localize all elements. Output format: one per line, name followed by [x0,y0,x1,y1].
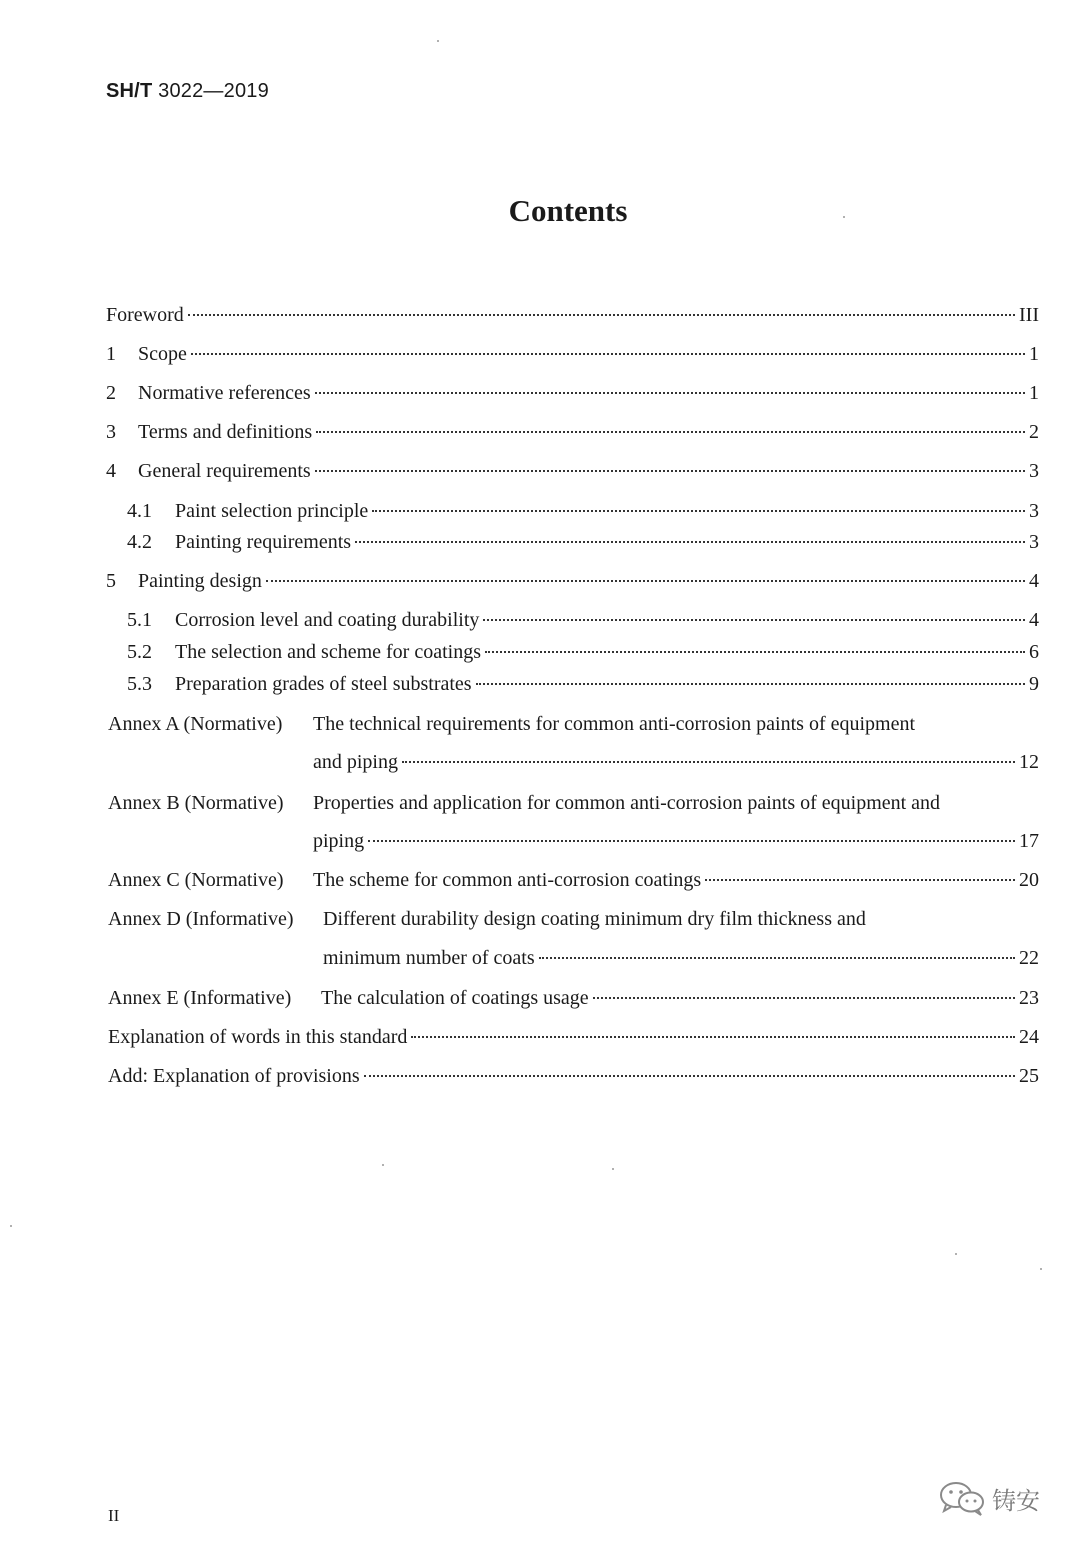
leader-dots [368,839,1015,842]
toc-page: 22 [1019,947,1039,969]
toc-page: 3 [1029,460,1039,482]
toc-number: 2 [106,382,116,404]
toc-text: and piping [313,751,398,773]
leader-dots [355,540,1025,543]
toc-entry-terms-definitions[interactable] [106,421,1039,444]
toc-entry-corrosion-level[interactable] [127,609,1039,632]
toc-number: 5 [106,570,116,592]
leader-dots [539,956,1015,959]
leader-dots [315,391,1025,394]
toc-text: Painting design [138,570,262,592]
standard-number: 3022—2019 [158,80,269,102]
document-code [106,80,269,103]
leader-dots [191,352,1025,355]
scan-speck [612,1168,614,1170]
annex-b-label: Annex B (Normative) [108,792,284,814]
toc-entry-normative-references[interactable] [106,382,1039,405]
annex-a-title-line1[interactable]: The technical requirements for common anti-corrosion paints of equipment [313,713,916,735]
toc-text: minimum number of coats [323,947,535,969]
toc-text: General requirements [138,460,311,482]
scan-speck [382,1164,384,1166]
annex-b-title-line1[interactable]: Properties and application for common anti-corrosion paints of equipment and [313,792,941,814]
toc-number: 3 [106,421,116,443]
leader-dots [411,1035,1015,1038]
toc-page: 17 [1019,830,1039,852]
watermark-text: 铸安 [992,1486,1040,1515]
toc-text: Add: Explanation of provisions [108,1065,360,1087]
toc-page: 4 [1029,609,1039,631]
leader-dots [593,996,1015,999]
toc-page: 1 [1029,343,1039,365]
toc-entry-annex-e[interactable] [321,987,1039,1010]
scan-speck [1040,1268,1042,1270]
toc-text: Explanation of words in this standard [108,1026,408,1048]
annex-e-label: Annex E (Informative) [108,987,292,1009]
toc-entry-annex-b[interactable] [313,830,1039,853]
leader-dots [483,618,1025,621]
toc-text: Preparation grades of steel substrates [175,673,472,695]
toc-entry-coating-scheme[interactable] [127,641,1039,664]
scan-speck [843,216,845,218]
leader-dots [485,650,1025,653]
toc-text: Paint selection principle [175,500,369,522]
toc-entry-explanation-provisions[interactable] [108,1065,1039,1088]
toc-number: 4 [106,460,116,482]
toc-text: Corrosion level and coating durability [175,609,480,631]
watermark [938,1480,1040,1516]
leader-dots [316,430,1025,433]
toc-entry-explanation-words[interactable] [108,1026,1039,1049]
toc-entry-scope[interactable] [106,343,1039,366]
toc-text: Foreword [106,304,184,326]
toc-page: 3 [1029,500,1039,522]
leader-dots [402,760,1015,763]
page-number: II [108,1506,120,1525]
toc-text: piping [313,830,365,852]
toc-entry-preparation-grades[interactable] [127,673,1039,696]
toc-page: 24 [1019,1026,1039,1048]
page-title: Contents [508,193,628,228]
leader-dots [364,1074,1015,1077]
leader-dots [188,313,1015,316]
leader-dots [266,579,1025,582]
leader-dots [476,682,1025,685]
annex-a-label: Annex A (Normative) [108,713,283,735]
toc-entry-painting-design[interactable] [106,570,1039,593]
scan-speck [955,1253,957,1255]
toc-number: 5.1 [127,609,152,631]
toc-text: Normative references [138,382,311,404]
toc-page: 4 [1029,570,1039,592]
scan-speck [10,1225,12,1227]
toc-page: 3 [1029,531,1039,553]
toc-entry-foreword[interactable] [106,304,1039,327]
toc-entry-painting-requirements[interactable] [127,531,1039,554]
toc-entry-general-requirements[interactable] [106,460,1039,483]
annex-d-label: Annex D (Informative) [108,908,294,930]
toc-text: Painting requirements [175,531,352,553]
toc-text: Terms and definitions [138,421,313,443]
leader-dots [372,509,1025,512]
toc-page: III [1019,304,1039,326]
toc-entry-annex-d[interactable] [323,947,1039,970]
toc-number: 4.1 [127,500,152,522]
leader-dots [315,469,1025,472]
standard-prefix: SH/T [106,80,153,102]
leader-dots [705,878,1015,881]
toc-page: 6 [1029,641,1039,663]
toc-number: 4.2 [127,531,152,553]
toc-text: The calculation of coatings usage [321,987,589,1009]
toc-number: 5.3 [127,673,152,695]
toc-entry-paint-selection[interactable] [127,500,1039,523]
toc-text: The selection and scheme for coatings [175,641,481,663]
toc-page: 25 [1019,1065,1039,1087]
toc-text: The scheme for common anti-corrosion coatings [313,869,702,891]
toc-number: 1 [106,343,116,365]
toc-page: 2 [1029,421,1039,443]
annex-d-title-line1[interactable]: Different durability design coating minimum dry film thickness and [323,908,866,930]
toc-page: 9 [1029,673,1039,695]
toc-number: 5.2 [127,641,152,663]
toc-text: Scope [138,343,187,365]
toc-entry-annex-a[interactable] [313,751,1039,774]
toc-page: 1 [1029,382,1039,404]
toc-page: 12 [1019,751,1039,773]
toc-page: 23 [1019,987,1039,1009]
toc-page: 20 [1019,869,1039,891]
wechat-icon [938,1480,986,1516]
scan-speck [437,40,439,42]
annex-c-label: Annex C (Normative) [108,869,284,891]
toc-entry-annex-c[interactable] [313,869,1039,892]
